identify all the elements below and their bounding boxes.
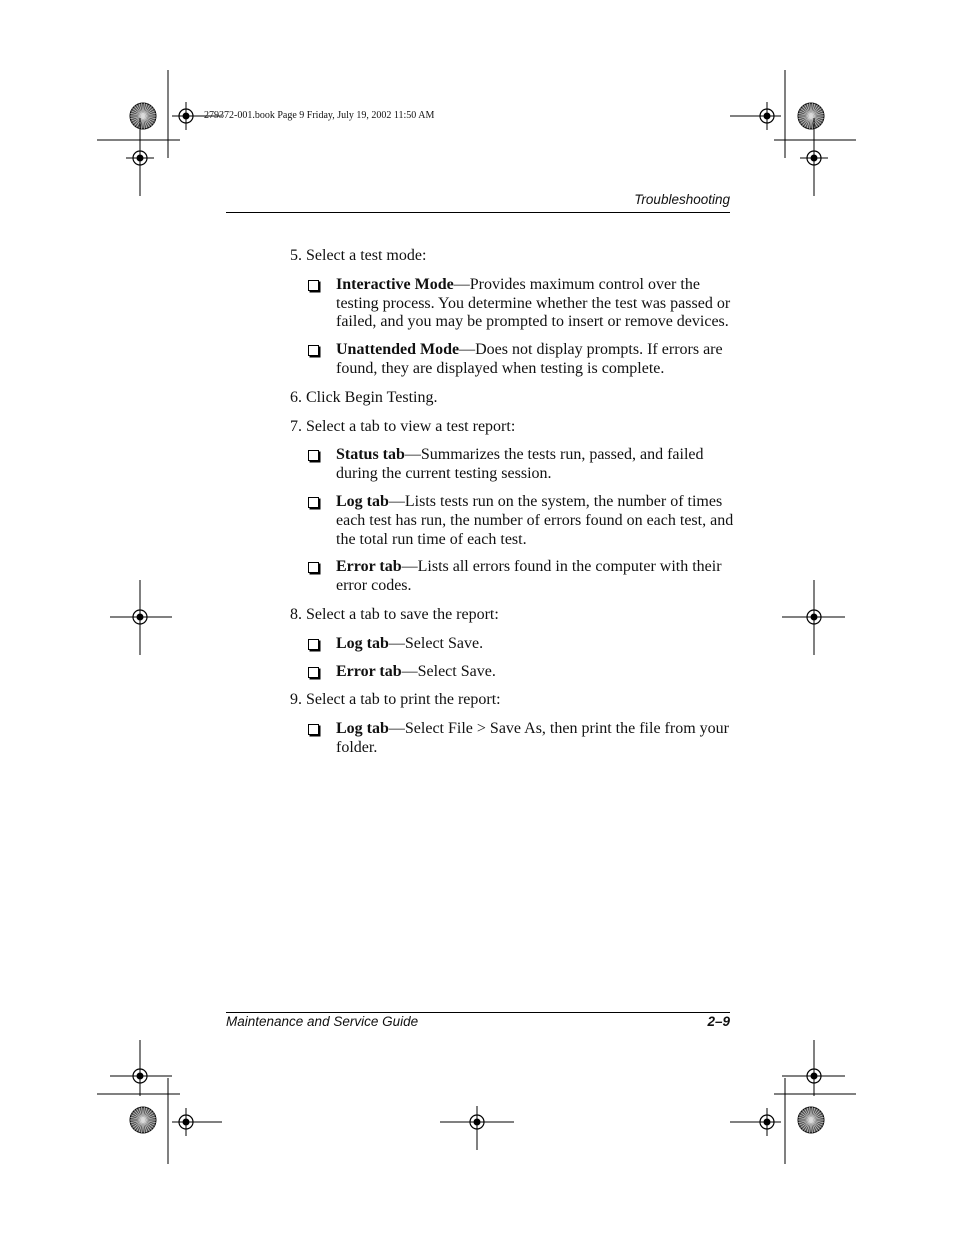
item-term: Log tab [336, 492, 389, 510]
registration-target-icon [172, 1108, 200, 1136]
step-8 [290, 606, 735, 625]
item-term: Error tab [336, 558, 402, 576]
bullet-item [290, 720, 735, 758]
step-number: 8. [290, 605, 302, 623]
checkbox-bullet-icon [308, 667, 319, 678]
step-text: Select a tab to view a test report: [306, 417, 516, 435]
footer-title: Maintenance and Service Guide [226, 1014, 419, 1029]
step-text: Select a test mode: [306, 247, 427, 264]
item-term: Interactive Mode [336, 275, 454, 293]
bullet-item [290, 493, 735, 549]
checkbox-bullet-icon [308, 450, 319, 461]
item-description: —Summarizes the tests run, passed, and failed during the current testing session. [336, 446, 704, 483]
step-number: 5. [290, 247, 302, 264]
registration-target-icon [800, 603, 828, 631]
registration-target-icon [126, 603, 154, 631]
item-description: —Provides maximum control over the testing process. You determine whether the test was passed or failed, and you may be prompted to insert or remove devices. [336, 275, 731, 331]
page-number: 2–9 [707, 1014, 730, 1029]
bullet-item [290, 446, 735, 484]
bullet-item [290, 276, 735, 332]
item-term: Log tab [336, 634, 389, 652]
starburst-target-icon [130, 103, 156, 129]
step-5 [290, 247, 735, 266]
registration-target-icon [463, 1108, 491, 1136]
registration-target-icon [753, 102, 781, 130]
header-rule [226, 212, 730, 213]
checkbox-bullet-icon [308, 280, 319, 291]
item-term: Error tab [336, 662, 402, 680]
step-text: Select a tab to save the report: [306, 605, 499, 623]
step-number: 9. [290, 691, 302, 709]
book-slug-line: 279372-001.book Page 9 Friday, July 19, 2002 11:50 AM [204, 110, 435, 121]
footer-rule [226, 1012, 730, 1013]
step-number: 6. [290, 388, 302, 406]
step-7 [290, 418, 735, 437]
bullet-item [290, 341, 735, 379]
checkbox-bullet-icon [308, 345, 319, 356]
item-term: Log tab [336, 720, 389, 738]
bullet-item [290, 663, 735, 682]
step-text: Select a tab to print the report: [306, 691, 501, 709]
registration-target-icon [126, 144, 154, 172]
item-description: —Select File > Save As, then print the file from your folder. [336, 720, 729, 756]
running-head: Troubleshooting [634, 192, 730, 207]
item-description: —Lists tests run on the system, the number of times each test has run, the number of errors found on each test, and the total run time of each test. [336, 492, 734, 548]
item-description: —Select Save. [388, 634, 484, 652]
step-9 [290, 691, 735, 710]
steps-list [290, 247, 735, 758]
item-description: —Lists all errors found in the computer with their error codes. [336, 558, 722, 595]
bullet-item [290, 635, 735, 654]
step-6 [290, 389, 735, 408]
registration-target-icon [126, 1062, 154, 1090]
starburst-target-icon [130, 1107, 156, 1133]
registration-target-icon [172, 102, 200, 130]
item-term: Status tab [336, 446, 405, 464]
procedure-content [290, 247, 735, 768]
step-text: Click Begin Testing. [306, 388, 438, 406]
item-description: —Does not display prompts. If errors are found, they are displayed when testing is complete. [336, 341, 723, 377]
registration-target-icon [800, 144, 828, 172]
item-description: —Select Save. [401, 662, 496, 680]
checkbox-bullet-icon [308, 562, 319, 573]
starburst-target-icon [798, 1107, 824, 1133]
registration-target-icon [753, 1108, 781, 1136]
starburst-target-icon [798, 103, 824, 129]
item-term: Unattended Mode [336, 341, 460, 359]
checkbox-bullet-icon [308, 724, 319, 735]
checkbox-bullet-icon [308, 639, 319, 650]
checkbox-bullet-icon [308, 497, 319, 508]
registration-target-icon [800, 1062, 828, 1090]
step-number: 7. [290, 417, 302, 435]
bullet-item [290, 558, 735, 596]
